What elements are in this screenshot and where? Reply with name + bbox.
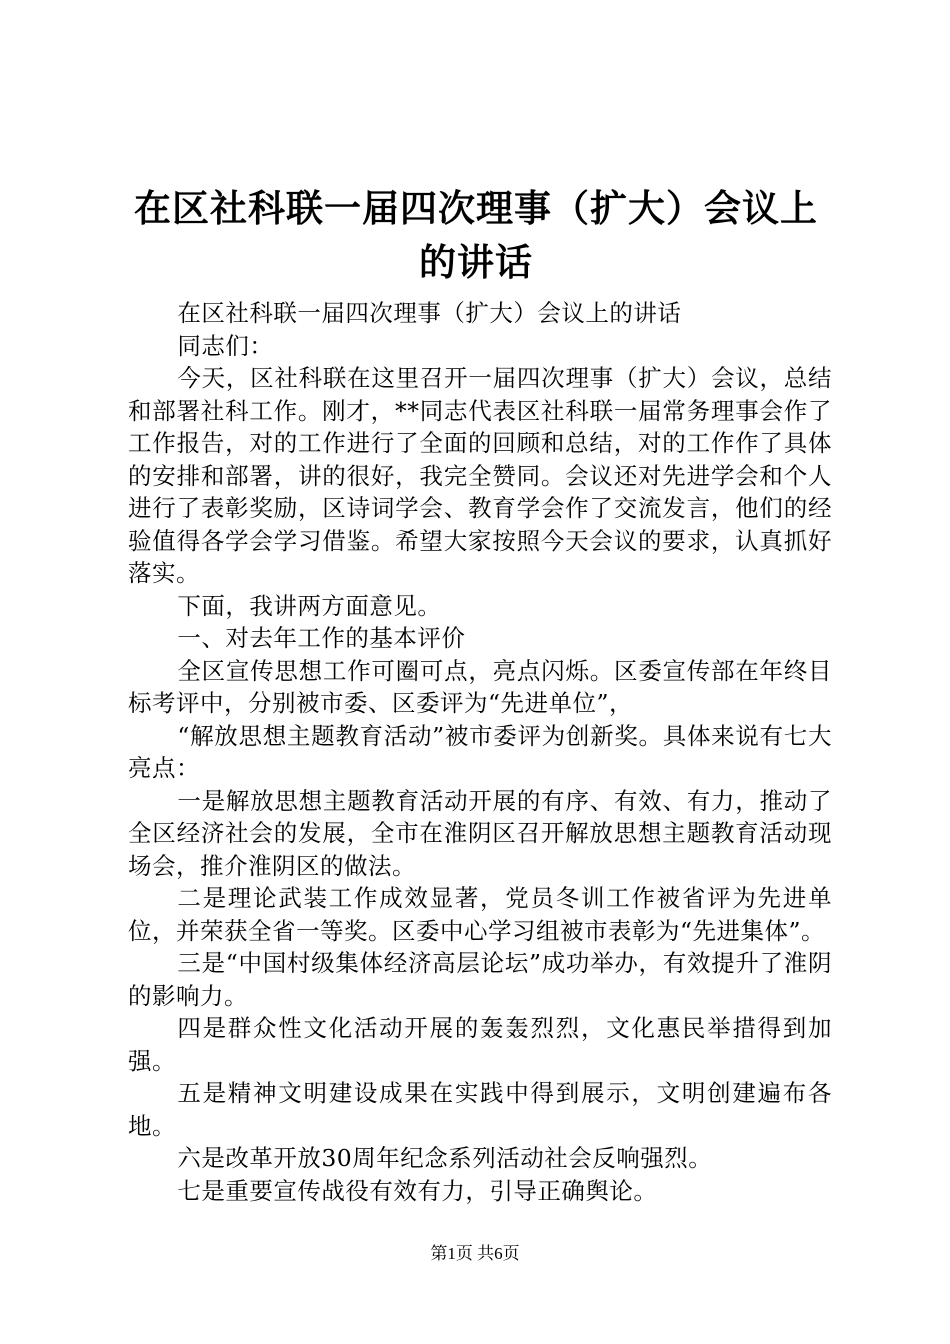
paragraph-highlight-6: 六是改革开放30周年纪念系列活动社会反响强烈。 (177, 1144, 713, 1172)
section-heading-1: 一、对去年工作的基本评价 (177, 624, 466, 652)
paragraph-award: “解放思想主题教育活动”被市委评为创新奖。具体来说有七大亮点： (128, 721, 832, 782)
page-number-footer: 第1页 共6页 (430, 1244, 520, 1263)
paragraph-highlight-2: 二是理论武装工作成效显著，党员冬训工作被省评为先进单位，并荣获全省一等奖。区委中心学习组被市表彰为“先进集体”。 (128, 884, 832, 945)
paragraph-outline: 下面，我讲两方面意见。 (177, 591, 442, 620)
document-body (128, 297, 832, 1207)
paragraph-highlight-7: 七是重要宣传战役有效有力，引导正确舆论。 (177, 1176, 658, 1205)
paragraph-highlight-5: 五是精神文明建设成果在实践中得到展示，文明创建遍布各地。 (128, 1079, 832, 1140)
paragraph-highlight-1: 一是解放思想主题教育活动开展的有序、有效、有力，推动了全区经济社会的发展，全市在淮阴区召开解放思想主题教育活动现场会，推介淮阴区的做法。 (128, 786, 832, 880)
paragraph-highlight-4: 四是群众性文化活动开展的轰轰烈烈，文化惠民举措得到加强。 (128, 1014, 832, 1075)
paragraph-overview: 全区宣传思想工作可圈可点，亮点闪烁。区委宣传部在年终目标考评中，分别被市委、区委评为“先进单位”， (128, 656, 832, 717)
document-title: 在区社科联一届四次理事（扩大）会议上的讲话 (134, 187, 818, 284)
paragraph-intro: 今天，区社科联在这里召开一届四次理事（扩大）会议，总结和部署社科工作。刚才，**同志代表区社科联一届常务理事会作了工作报告，对的工作进行了全面的回顾和总结，对的工作作了具体的安排和部署，讲的很好，我完全赞同。会议还对先进学会和个人进行了表彰奖励，区诗词学会、教育学会作了交流发言，他们的经验值得各学会学习借鉴。希望大家按照今天会议的要求，认真抓好落实。 (128, 364, 832, 587)
paragraph-highlight-3: 三是“中国村级集体经济高层论坛”成功举办，有效提升了淮阴的影响力。 (128, 949, 832, 1010)
paragraph-heading-repeat: 在区社科联一届四次理事（扩大）会议上的讲话 (177, 299, 682, 327)
paragraph-salutation: 同志们： (177, 331, 274, 360)
